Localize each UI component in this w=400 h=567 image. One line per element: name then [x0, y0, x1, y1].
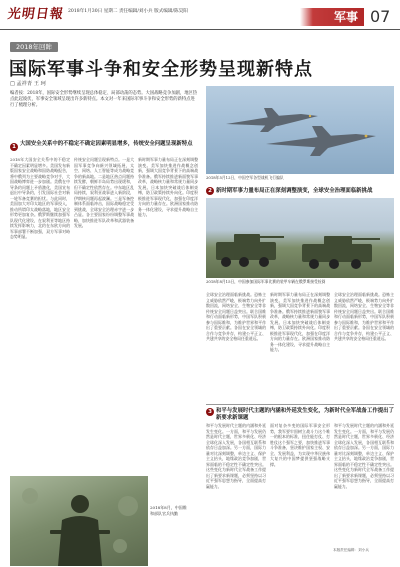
- section-2-column-a: 全球安全治理面临新挑战。恐怖主义威胁依然严峻，极端势力向外扩散回流，网络安全、生物安全等非传统安全问题日益突出。联合国维和行动面临新形势，中国军队积极参与国际维和，为维护世界和平作出了重要贡献。各国在安全领域的合作与竞争并存，构建公平正义、共建共享的安全格局任重道远。: [206, 292, 266, 341]
- section-2-marker: 2: [206, 187, 214, 195]
- section-1-column-b: 传统安全问题呈现新特点。一是大国军事竞争向新兴领域拓展，太空、网络、人工智能等成为战略竞争的新高地。二是地区热点问题持续发酵，朝鲜半岛局势出现缓和，但不确定性依然存在。中东地区乱局持续，叙利亚战事进入新阶段，伊朗核问题再起波澜。三是军备控制体系面临冲击，国际战略稳定受到挑战，全球安全治理赤字进一步凸显。各主要国家纷纷调整军事战略，加快推进军队改革和武器装备发展。: [74, 157, 134, 228]
- page-title: 国际军事斗争和安全形势呈现新特点: [9, 59, 313, 80]
- fighter-jets-photo: [206, 86, 394, 174]
- footer-note: 本版责任编辑：刘小兵: [333, 548, 369, 552]
- section-tag: 军事: [300, 8, 364, 26]
- soldier-illustration: [10, 476, 148, 566]
- dateline: 2018年1月30日 星期二 责任编辑/刘小兵 版式编辑/陈昊阳: [68, 9, 188, 14]
- section-3-column-a: 和平与发展时代主题的内涵和外延发生变化。一方面，和平与发展仍然是时代主题，世界多极化、经济全球化深入发展，各国相互联系和依存日益加深。另一方面，国际力量对比深刻调整，单边主义、保护主义抬头，地缘政治竞争加剧，世界面临的不稳定性不确定性突出。这些变化为新时代全军战备工作提出了新要求新课题，必须坚持以习近平强军思想为指导，全面提高打赢能力。: [206, 423, 266, 489]
- section-3-column-b: 面对复杂多变的国际军事安全形势，我军要牢固树立战斗力这个唯一的根本的标准，扭住能打仗、打胜仗这个强军之要，加快推进军事斗争准备，坚决维护国家主权、安全、发展利益，为实现中华民族伟大复兴的中国梦提供坚强战略支撑。: [270, 423, 330, 467]
- fighter-jets-illustration: [206, 86, 394, 174]
- section-1-column-c: 新时期军事力量布局正在深刻调整演变。美军加快推进作战概念创新，强调大国竞争背景下的高端战争准备。俄军持续推进新面貌军事改革，战略核力量和常规力量同步发展。日本加快突破战后体制束缚，防卫政策持续外向化。印度积极推进军事现代化，加强在印度洋方向的力量存在。欧洲国家推动防务一体化建设，寻求提升战略自主能力。: [138, 157, 198, 217]
- section-2-title: 新时期军事力量布局正在深刻调整演变，全球安全治理面临新挑战: [216, 188, 373, 194]
- jets-photo-caption: 2018年5月12日，中国空军各型战机飞行编队: [206, 175, 284, 180]
- page-number: 07: [370, 7, 391, 26]
- lead-paragraph: 编者按：2018年，国际安全形势继续呈现总体稳定、局部动荡的态势。大国战略竞争加剧，地区热点此起彼伏，军事安全领域呈现出许多新特点。本文对一年来国际军事斗争和安全形势的新特点进行了梳理分析。: [10, 91, 198, 109]
- masthead: [0, 0, 400, 30]
- section-1-column-a: 2018年大国安全关系中的不稳定不确定因素明显增多。美国发布新版国家安全战略和国防战略报告，将中俄列为主要战略竞争对手，大国战略博弈进一步加剧。美俄在中导条约问题上矛盾激化，美国宣布退出中导条约，引发国际社会对新一轮军备竞赛的担忧。与此同时，美国加大对印太地区的军事投入，推动所谓印太战略落地，地区安全形势更加复杂。俄罗斯继续加强军队现代化建设，在叙利亚等地区持续发挥影响力，北约在东欧方向的军事部署不断加强，双方军事对峙态势明显。: [10, 157, 70, 239]
- section-2-column-c: 全球安全治理面临新挑战。恐怖主义威胁依然严峻，极端势力向外扩散回流，网络安全、生物安全等非传统安全问题日益突出。联合国维和行动面临新形势，中国军队积极参与国际维和，为维护世界和平作出了重要贡献。各国在安全领域的合作与竞争并存，构建公平正义、共建共享的安全格局任重道远。: [334, 292, 394, 341]
- divider: [206, 404, 394, 405]
- review-tag: 2018年回眸: [10, 42, 58, 52]
- section-3-marker: 3: [206, 408, 214, 416]
- armored-vehicles-illustration: [206, 198, 394, 278]
- armored-vehicles-photo: [206, 198, 394, 278]
- soldier-photo: [10, 476, 148, 566]
- section-2-column-b: 新时期军事力量布局正在深刻调整演变。美军加快推进作战概念创新，强调大国竞争背景下的高端战争准备。俄军持续推进新面貌军事改革，战略核力量和常规力量同步发展。日本加快突破战后体制束缚，防卫政策持续外向化。印度积极推进军事现代化，加强在印度洋方向的力量存在。欧洲国家推动防务一体化建设，寻求提升战略自主能力。: [270, 292, 330, 352]
- soldier-photo-caption: 2018年8月，中国维和部队官兵执勤: [150, 505, 187, 516]
- byline: □ 孟祥青 王 珂: [10, 81, 46, 87]
- section-3-title: 和平与发展时代主题的内涵和外延发生变化，为新时代全军战备工作提出了新要求新课题: [216, 408, 394, 421]
- newspaper-logo: 光明日報: [6, 7, 65, 22]
- section-3-column-c: 和平与发展时代主题的内涵和外延发生变化。一方面，和平与发展仍然是时代主题，世界多极化、经济全球化深入发展，各国相互联系和依存日益加深。另一方面，国际力量对比深刻调整，单边主义、保护主义抬头，地缘政治竞争加剧，世界面临的不稳定性不确定性突出。这些变化为新时代全军战备工作提出了新要求新课题，必须坚持以习近平强军思想为指导，全面提高打赢能力。: [334, 423, 394, 489]
- section-1-marker: 1: [10, 143, 18, 151]
- section-1-title: 大国安全关系中的不稳定不确定因素明显增多，传统安全问题呈现新特点: [20, 141, 193, 147]
- vehicles-photo-caption: 2018年8月15日，中国参加国际军事比赛的装甲车辆在俄罗斯接受检阅: [206, 279, 326, 284]
